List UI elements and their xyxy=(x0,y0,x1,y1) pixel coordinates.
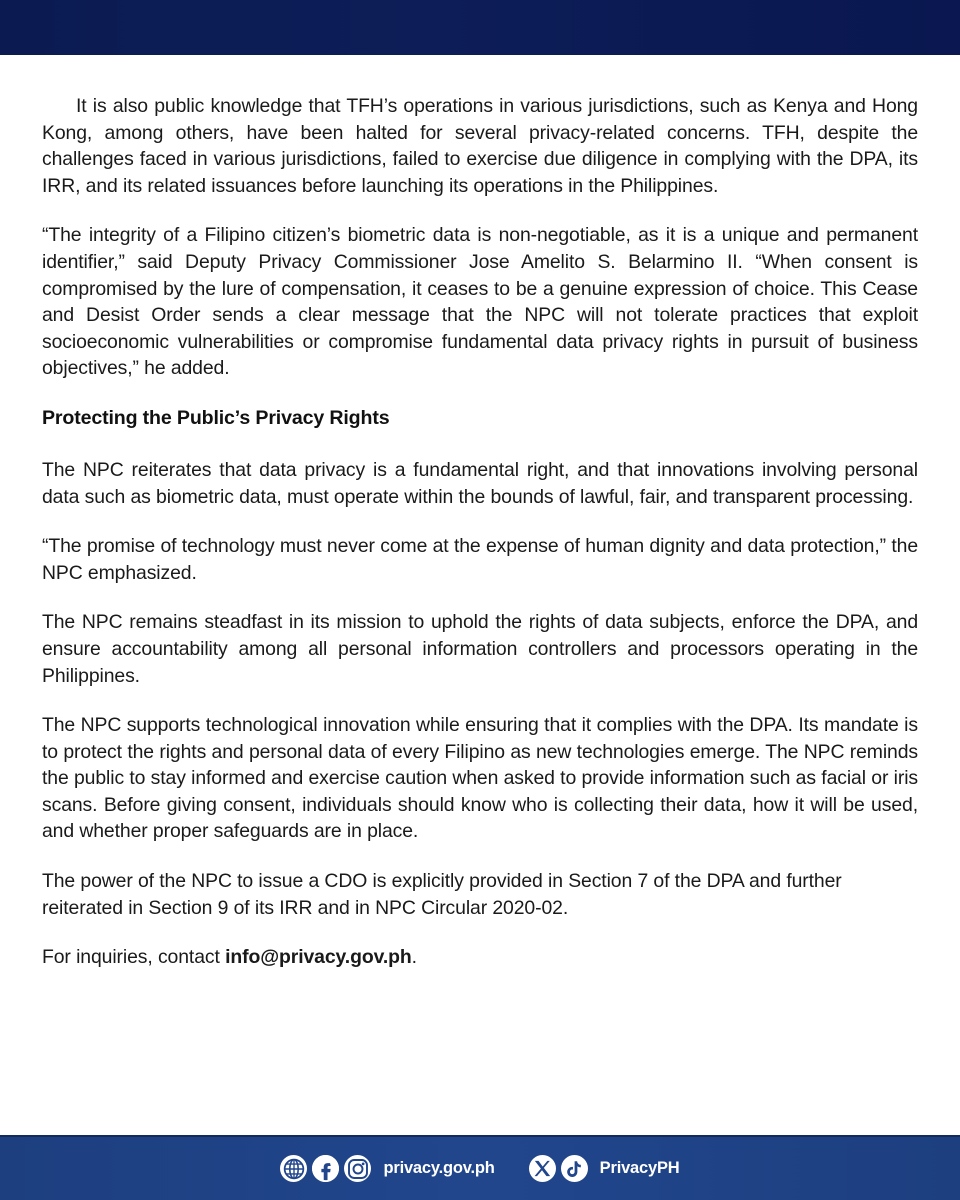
paragraph-steadfast-mission: The NPC remains steadfast in its mission to uphold the rights of data subjects, enforce the DPA, and ensure accountability among all personal information controllers and processors operating in the Philippines. xyxy=(42,611,918,687)
paragraph-quote-promise: “The promise of technology must never come at the expense of human dignity and data protection,” the NPC emphasized. xyxy=(42,535,918,584)
tiktok-icon[interactable] xyxy=(561,1155,588,1182)
footer-social-label[interactable]: PrivacyPH xyxy=(599,1159,680,1177)
inquiries-prefix: For inquiries, contact xyxy=(42,946,226,969)
section-heading-protecting-privacy-rights: Protecting the Public’s Privacy Rights xyxy=(42,406,390,429)
globe-icon[interactable] xyxy=(280,1155,307,1182)
paragraph-fundamental-right: The NPC reiterates that data privacy is a fundamental right, and that innovations involving personal data such as biometric data, must operate within the bounds of lawful, fair, and transparent processing. xyxy=(42,458,918,508)
footer-website-label[interactable]: privacy.gov.ph xyxy=(383,1159,495,1177)
article-body xyxy=(0,55,960,1135)
paragraph-cdo-power: The power of the NPC to issue a CDO is explicitly provided in Section 7 of the DPA and further reiterated in Section 9 of its IRR and in NPC Circular 2020-02. xyxy=(42,870,842,919)
footer-website-icons xyxy=(280,1155,371,1182)
inquiries-email[interactable]: info@privacy.gov.ph xyxy=(225,946,412,969)
footer-website-group xyxy=(280,1155,494,1182)
footer-bar xyxy=(0,1135,960,1200)
x-twitter-icon[interactable] xyxy=(529,1155,556,1182)
footer-social-icons xyxy=(529,1155,588,1182)
instagram-icon[interactable] xyxy=(344,1155,371,1182)
paragraph-supports-innovation: The NPC supports technological innovation while ensuring that it complies with the DPA. Its mandate is to protect the rights and personal data of every Filipino as new technologies emerge. The NPC reminds the public to stay informed and exercise caution when asked to provide information such as facial or iris scans. Before giving consent, individuals should know who is collecting their data, how it will be used, and whether proper safeguards are in place. xyxy=(42,714,918,843)
paragraph-quote-belarmino: “The integrity of a Filipino citizen’s biometric data is non-negotiable, as it is a unique and permanent identifier,” said Deputy Privacy Commissioner Jose Amelito S. Belarmino II. “When consent is compromised by the lure of compensation, it ceases to be a genuine expression of choice. This Cease and Desist Order sends a clear message that the NPC will not tolerate practices that exploit socioeconomic vulnerabilities or compromise fundamental data privacy rights in pursuit of business objectives,” he added. xyxy=(42,224,918,380)
paragraph-inquiries xyxy=(42,944,918,971)
footer-social-group xyxy=(529,1155,680,1182)
paragraph-tfh-operations: It is also public knowledge that TFH’s operations in various jurisdictions, such as Kenya and Hong Kong, among others, have been halted for several privacy-related concerns. TFH, despite the challenges faced in various jurisdictions, failed to exercise due diligence in complying with the DPA, its IRR, and its related issuances before launching its operations in the Philippines. xyxy=(42,95,918,197)
facebook-icon[interactable] xyxy=(312,1155,339,1182)
inquiries-suffix: . xyxy=(411,946,417,969)
top-navy-band xyxy=(0,0,960,55)
footer-inner xyxy=(280,1155,679,1182)
